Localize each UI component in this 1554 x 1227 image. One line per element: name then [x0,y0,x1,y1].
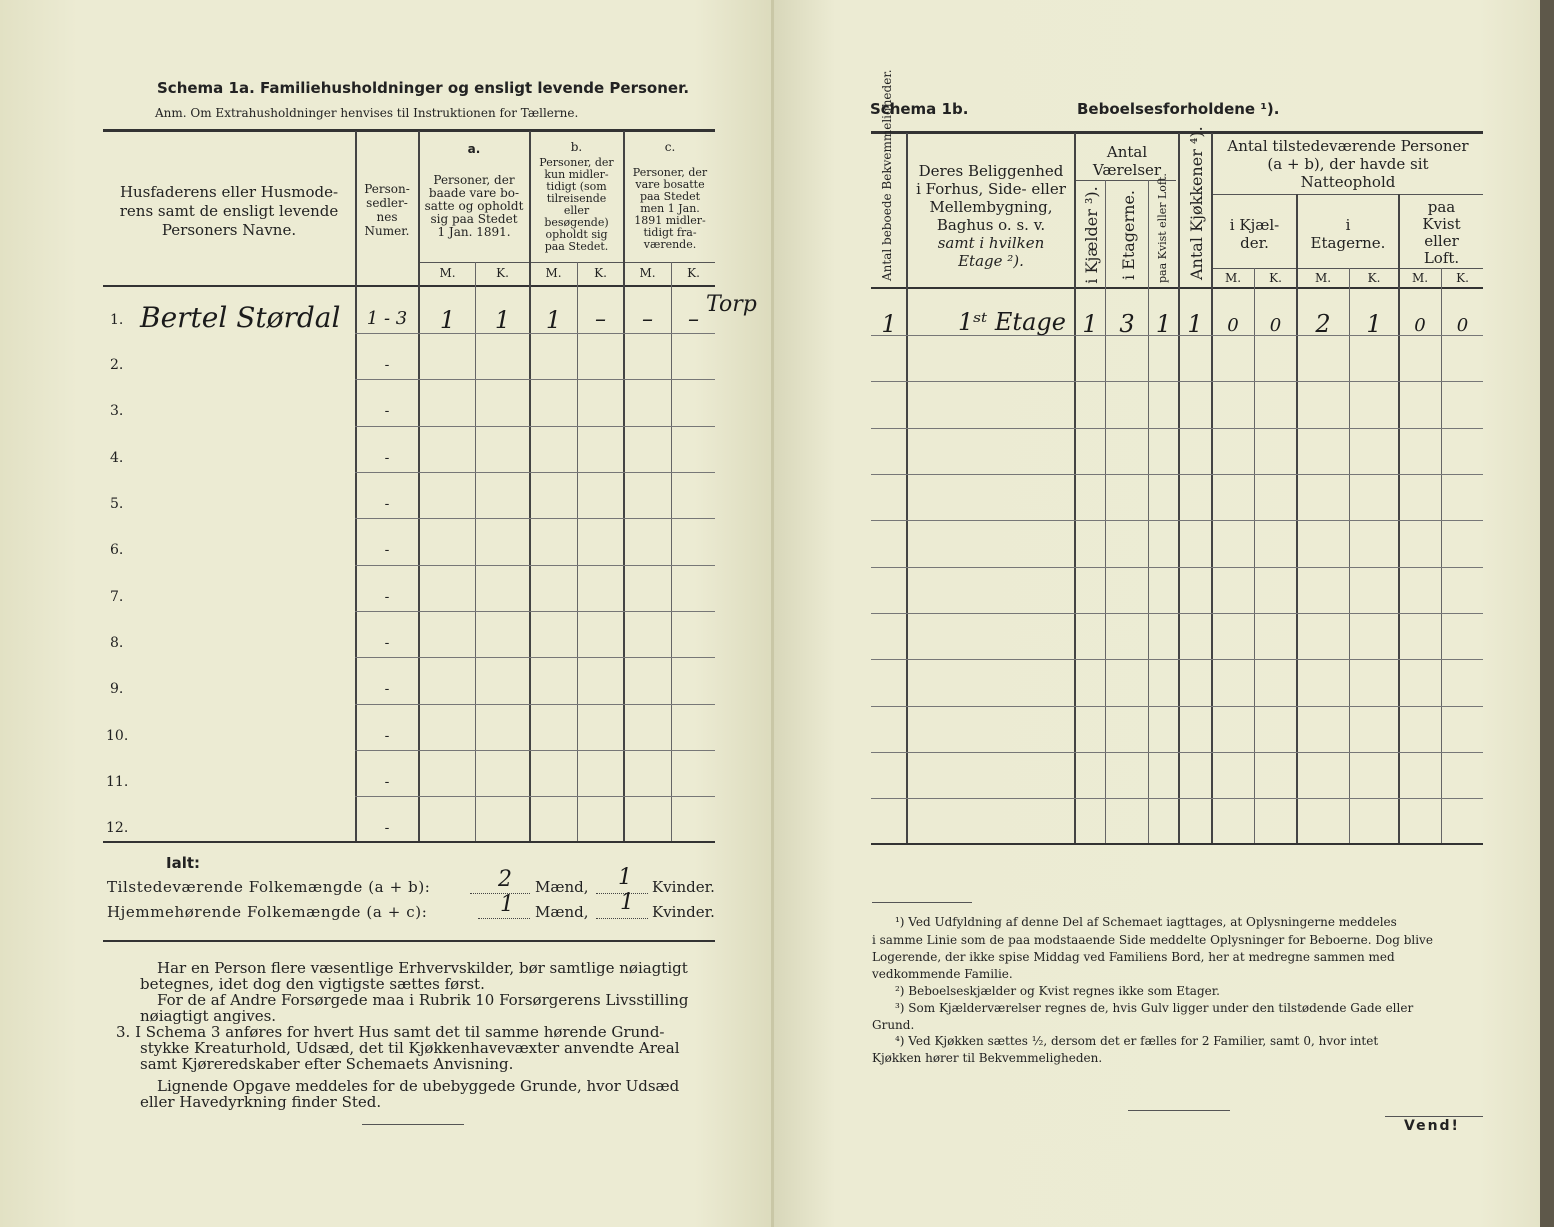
schema-1a-title: Schema 1a. Familiehusholdninger og ensligt levende Personer. [157,79,690,97]
num-col-header: Person- sedler- nes Numer. [364,182,410,238]
p-kjaelder-header: i Kjæl- der. [1229,216,1280,252]
row-number: 5. [110,496,124,512]
footnote-line: ¹) Ved Udfyldning af denne Del af Schemaet iagttages, at Oplysningerne meddeles [895,915,1397,929]
name-col-header: Husfaderens eller Husmode- rens samt de ensligt levende Personers Navne. [119,183,339,239]
row-line [355,472,715,473]
row-number: 8. [110,635,124,651]
col-line [1178,133,1180,843]
instruction-line: eller Havedyrkning finder Sted. [140,1093,382,1111]
row1-pe-k: 1 [1366,310,1382,338]
row-number: 9. [110,681,124,697]
col-line [1148,180,1149,843]
row1-beliggenhed: 1ˢᵗ Etage [958,308,1066,336]
page-edge [1540,0,1554,1227]
row-number: 6. [110,542,124,558]
instruction-line: stykke Kreaturhold, Udsæd, det til Kjøkkenhavevæxter anvendte Areal [140,1039,680,1057]
row-line [871,381,1483,382]
col-c-letter: c. [664,140,676,154]
dotted-fill [478,918,530,919]
footnote-rule [872,902,972,903]
vend-rule [1385,1116,1483,1117]
row1-c-m: – [642,307,653,332]
pk-k: K. [1269,271,1282,285]
col-line [671,262,672,841]
col-a-letter: a. [467,142,481,156]
vend-label: Vend! [1404,1118,1460,1134]
women-label: Kvinder. [652,878,715,896]
row1-a-k: 1 [494,306,511,334]
col-b-header: Personer, der kun midler- tidigt (som tilreisende eller besøgende) opholdt sig paa Stedet. [539,156,614,253]
rooms-header: Antal Værelser [1092,143,1162,179]
mk-rule [1212,268,1483,269]
col-a-k: K. [496,266,509,280]
row1-remark: Torp [706,292,757,317]
etagerne-header: i Etagerne. [1119,189,1138,281]
present-label: Tilstedeværende Folkemængde (a + b): [107,878,431,896]
footnote-line: ⁴) Ved Kjøkken sættes ½, dersom det er fælles for 2 Familier, samt 0, hvor intet [895,1034,1379,1048]
row1-pe-m: 2 [1315,310,1331,338]
footnote-line: i samme Linie som de paa modstaaende Side meddelte Oplysninger for Beboerne. Dog blive [872,933,1433,947]
p-etagerne-header: i Etagerne. [1310,216,1386,252]
pl-k: K. [1456,271,1469,285]
row1-pl-k: 0 [1456,315,1469,336]
person-number: - [384,681,390,697]
pe-m: M. [1314,271,1332,285]
col-line [1398,194,1400,843]
row-number: 4. [110,450,124,466]
row-line [871,520,1483,521]
col-line [355,131,357,841]
row1-antal: 1 [881,310,897,338]
header-bottom-rule [871,287,1483,289]
present-women: 1 [618,865,632,890]
person-number: - [384,450,390,466]
row-line [871,428,1483,429]
row-number: 3. [110,403,124,419]
women-label: Kvinder. [652,903,715,921]
closing-rule [1128,1110,1230,1111]
col-line [1349,268,1350,843]
schema-1b-title: Beboelsesforholdene ¹). [1077,100,1280,118]
beliggenhed-header: Deres Beliggenhed i Forhus, Side- eller Mellembygning, Baghus o. s. v. samt i hvilken Etage ²). [916,162,1066,270]
footnote-line: Logerende, der ikke spise Middag ved Familiens Bord, her at medregne sammen med [872,950,1395,964]
row1-kjokken: 1 [1187,310,1203,338]
footnote-line: Kjøkken hører til Bekvemmeligheden. [872,1051,1103,1065]
col-line [1441,268,1442,843]
col-a-m: M. [439,266,456,280]
home-women: 1 [620,890,634,915]
row1-a-m: 1 [439,306,456,334]
row1-person-number: 1 - 3 [366,308,408,329]
footnote-line: Grund. [872,1018,915,1032]
kjokken-header: Antal Kjøkkener ⁴). [1187,126,1206,280]
col-line [1074,133,1076,843]
row-number: 12. [106,820,129,836]
row-line [355,704,715,705]
row-line [871,706,1483,707]
closing-rule [362,1124,464,1125]
row1-c-k: – [688,307,699,332]
footnote-line: ²) Beboelseskjælder og Kvist regnes ikke som Etager. [895,984,1220,998]
home-label: Hjemmehørende Folkemængde (a + c): [107,903,428,921]
row1-name: Bertel Størdal [140,301,341,334]
kvist-header: paa Kvist eller Loft. [1156,173,1169,283]
row-line [355,796,715,797]
schema-1b-label: Schema 1b. [870,100,969,118]
col-c-k: K. [687,266,700,280]
row-line [355,611,715,612]
persons-header: Antal tilstedeværende Personer (a + b), der havde sit Natteophold [1227,137,1469,191]
row1-kjaelder: 1 [1082,310,1098,338]
ialt-label: Ialt: [166,854,201,872]
instruction-line: betegnes, idet dog den vigtigste sættes først. [140,975,485,993]
home-men: 1 [500,892,514,917]
row-line [355,518,715,519]
row1-kvist: 1 [1155,310,1172,338]
table-bottom-rule [103,841,715,843]
row-line [355,657,715,658]
kjaelder-header: i Kjælder ³). [1082,186,1101,284]
row-number: 11. [106,774,129,790]
header-top-rule [871,131,1483,134]
col-b-m: M. [545,266,562,280]
footnote-line: vedkommende Familie. [872,967,1013,981]
person-number: - [384,496,390,512]
table-bottom-rule [871,843,1483,845]
schema-1a-note: Anm. Om Extrahusholdninger henvises til Instruktionen for Tællerne. [155,106,579,120]
row-line [871,567,1483,568]
men-label: Mænd, [535,878,589,896]
person-number: - [384,542,390,558]
row1-pk-k: 0 [1269,315,1282,336]
row-line [871,613,1483,614]
row1-b-k: – [595,307,606,332]
row-line [355,565,715,566]
instruction-line: Har en Person flere væsentlige Erhvervskilder, bør samtlige nøiagtigt [157,959,688,977]
col-line [1296,194,1298,843]
row1-etagerne: 3 [1119,310,1135,338]
p-kvist-header: paa Kvist eller Loft. [1422,198,1461,267]
col-c-header: Personer, der vare bosatte paa Stedet men 1 Jan. 1891 midler- tidigt fra- værende. [632,166,708,251]
row-line [355,750,715,751]
present-men: 2 [498,867,512,892]
pe-k: K. [1367,271,1381,285]
row1-b-m: 1 [545,306,562,334]
row-line [871,798,1483,799]
col-a-header: Personer, der baade vare bo- satte og opholdt sig paa Stedet 1 Jan. 1891. [424,173,524,239]
row-line [871,752,1483,753]
col-line [1254,268,1255,843]
bekvemmeligheder-header: Antal beboede Bekvemmeligheder. [880,69,894,281]
instruction-line: Lignende Opgave meddeles for de ubebyggede Grunde, hvor Udsæd [157,1077,680,1095]
person-number: - [384,403,390,419]
row1-pl-m: 0 [1414,315,1426,336]
row-number: 7. [110,589,124,605]
col-line [475,262,476,841]
men-label: Mænd, [535,903,589,921]
person-number: - [384,635,390,651]
row-line [871,474,1483,475]
dotted-fill [596,918,648,919]
pk-m: M. [1224,271,1242,285]
person-number: - [384,820,390,836]
person-number: - [384,774,390,790]
instruction-line: 3. I Schema 3 anføres for hvert Hus samt det til samme hørende Grund- [116,1023,665,1041]
row-number: 2. [110,357,124,373]
row-number: 10. [106,728,129,744]
row-line [355,426,715,427]
instruction-line: samt Kjøreredskaber efter Schemaets Anvisning. [140,1055,514,1073]
row-number: 1. [110,312,124,328]
row-line [871,659,1483,660]
col-c-m: M. [639,266,656,280]
col-b-letter: b. [570,140,583,154]
persons-rule [1212,194,1483,195]
instruction-line: nøiagtigt angives. [140,1007,277,1025]
col-line [577,262,578,841]
col-line [1105,180,1106,843]
footnote-line: ³) Som Kjælderværelser regnes de, hvis Gulv ligger under den tilstødende Gade eller [895,1001,1414,1015]
person-number: - [384,589,390,605]
person-number: - [384,357,390,373]
totals-rule [103,940,715,942]
pl-m: M. [1411,271,1429,285]
person-number: - [384,728,390,744]
row-line [355,379,715,380]
row1-pk-m: 0 [1227,315,1239,336]
instruction-line: For de af Andre Forsørgede maa i Rubrik 10 Forsørgerens Livsstilling [157,991,689,1009]
col-b-k: K. [594,266,607,280]
